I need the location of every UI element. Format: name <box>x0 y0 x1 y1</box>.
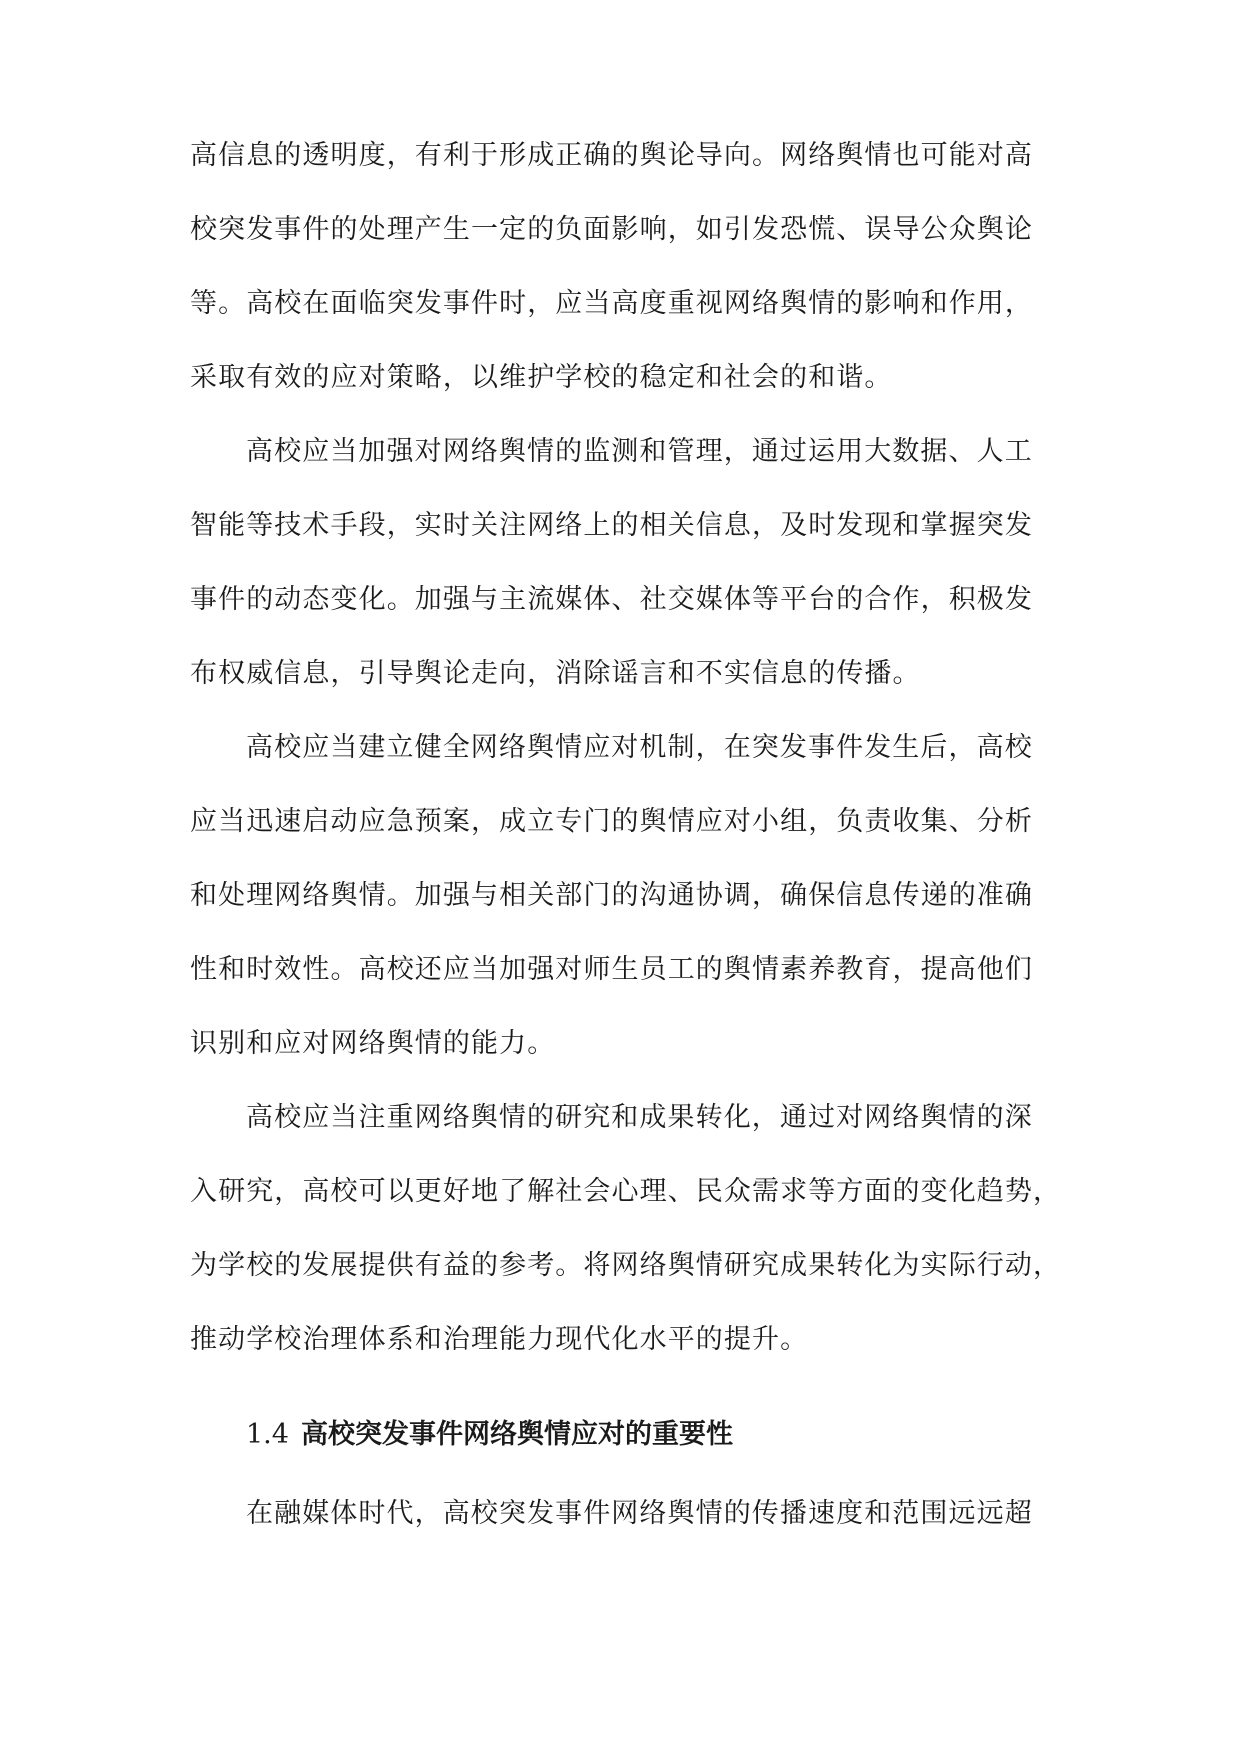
text-line: 识别和应对网络舆情的能力。 <box>190 1028 556 1059</box>
text-line: 为学校的发展提供有益的参考。将网络舆情研究成果转化为实际行动， <box>190 1250 1062 1281</box>
text-line: 校突发事件的处理产生一定的负面影响，如引发恐慌、误导公众舆论 <box>190 214 1033 245</box>
text-line: 入研究，高校可以更好地了解社会心理、民众需求等方面的变化趋势， <box>190 1176 1062 1207</box>
text-line: 智能等技术手段，实时关注网络上的相关信息，及时发现和掌握突发 <box>190 510 1033 541</box>
text-line: 性和时效性。高校还应当加强对师生员工的舆情素养教育，提高他们 <box>190 954 1033 985</box>
text-line: 在融媒体时代，高校突发事件网络舆情的传播速度和范围远远超 <box>246 1498 1033 1529</box>
text-line: 事件的动态变化。加强与主流媒体、社交媒体等平台的合作，积极发 <box>190 584 1033 615</box>
text-line: 推动学校治理体系和治理能力现代化水平的提升。 <box>190 1324 809 1355</box>
text-line: 布权威信息，引导舆论走向，消除谣言和不实信息的传播。 <box>190 658 921 689</box>
text-line: 高校应当注重网络舆情的研究和成果转化，通过对网络舆情的深 <box>246 1102 1033 1133</box>
section-heading <box>246 1417 733 1453</box>
text-line: 高信息的透明度，有利于形成正确的舆论导向。网络舆情也可能对高 <box>190 140 1033 171</box>
text-line: 应当迅速启动应急预案，成立专门的舆情应对小组，负责收集、分析 <box>190 806 1033 837</box>
text-line: 和处理网络舆情。加强与相关部门的沟通协调，确保信息传递的准确 <box>190 880 1033 911</box>
text-line: 高校应当建立健全网络舆情应对机制，在突发事件发生后，高校 <box>246 732 1033 763</box>
text-line: 等。高校在面临突发事件时，应当高度重视网络舆情的影响和作用， <box>190 288 1033 319</box>
section-number: 1.4 <box>246 1419 289 1450</box>
section-title: 高校突发事件网络舆情应对的重要性 <box>300 1419 733 1450</box>
text-line: 高校应当加强对网络舆情的监测和管理，通过运用大数据、人工 <box>246 436 1033 467</box>
text-line: 采取有效的应对策略，以维护学校的稳定和社会的和谐。 <box>190 362 893 393</box>
